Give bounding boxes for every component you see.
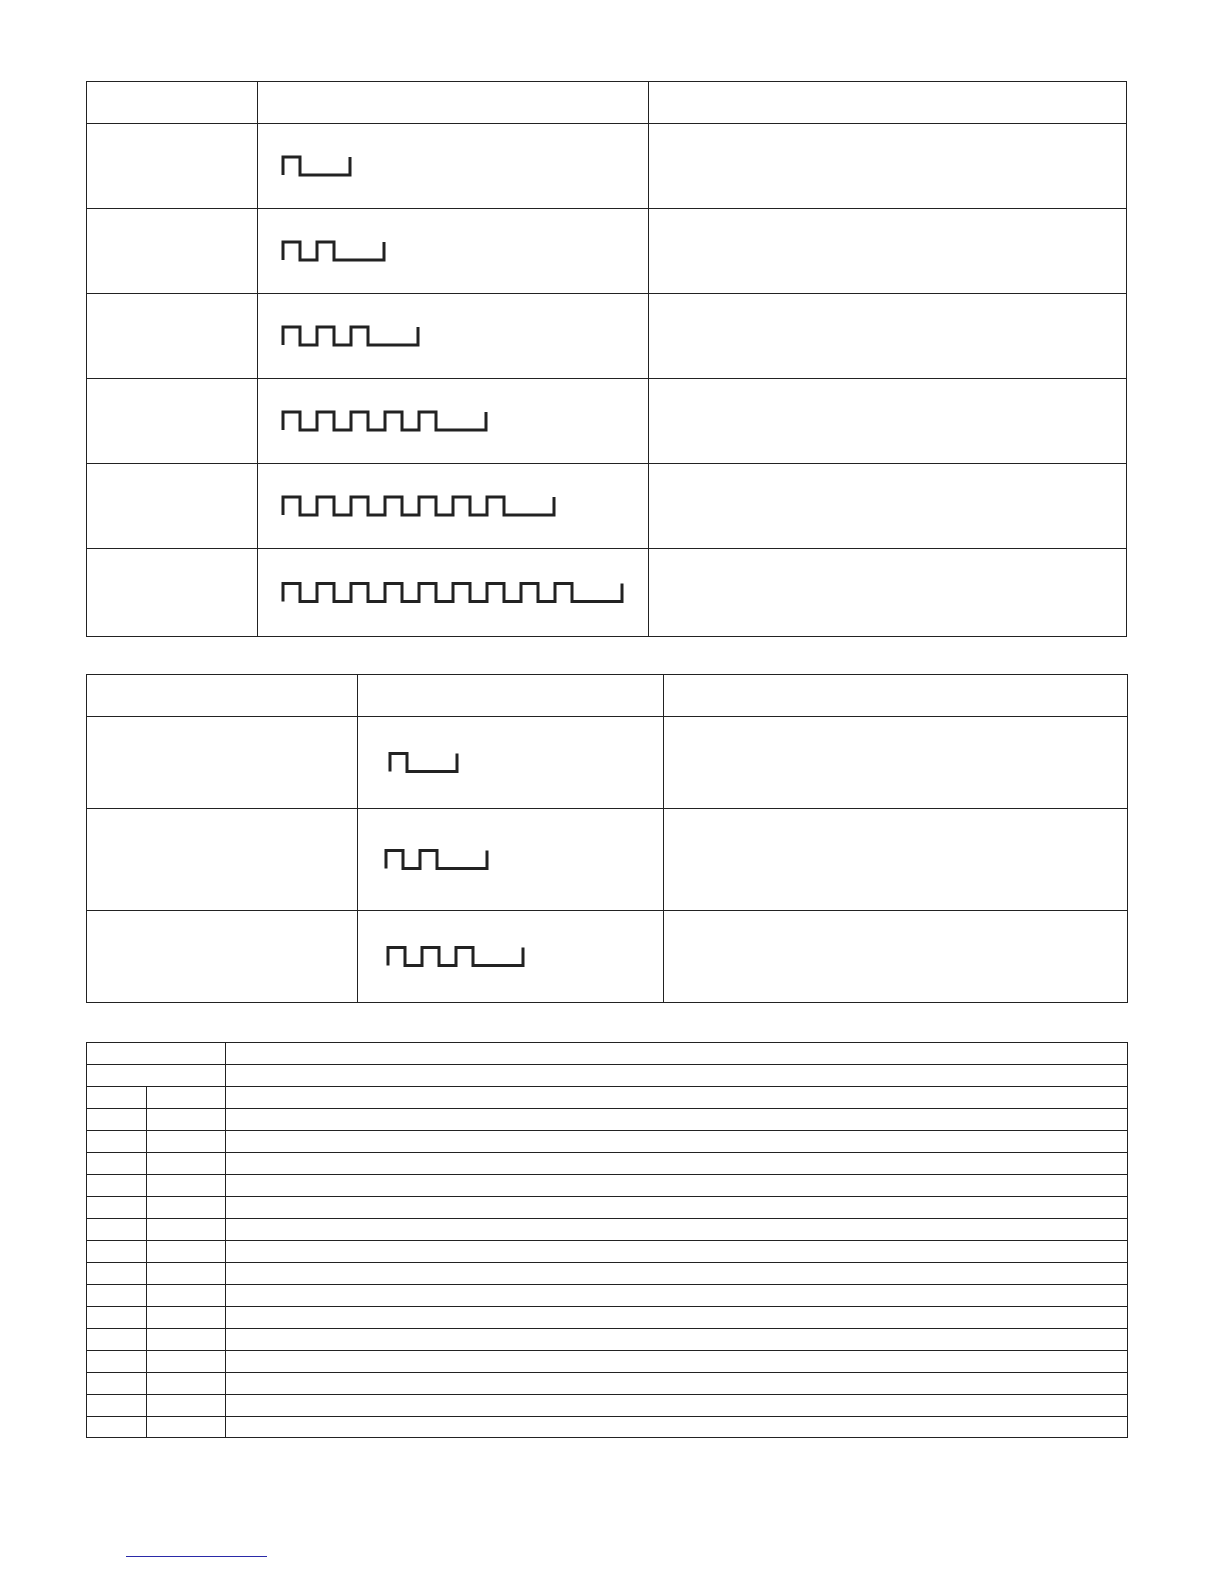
grid-cell <box>147 1329 226 1351</box>
row-label <box>87 809 358 911</box>
grid-cell <box>226 1417 1128 1438</box>
row-label <box>87 379 258 464</box>
row-label <box>87 549 258 637</box>
grid-cell <box>147 1285 226 1307</box>
grid-cell <box>226 1307 1128 1329</box>
pulse-path <box>386 851 487 869</box>
grid-cell <box>87 1373 147 1395</box>
grid-cell <box>87 1351 147 1373</box>
table-row <box>87 911 1128 1003</box>
table-row <box>87 1087 1128 1109</box>
pulse-waveform <box>258 549 638 636</box>
grid-cell <box>87 1285 147 1307</box>
waveform-cell <box>358 809 664 911</box>
grid-cell <box>226 1329 1128 1351</box>
pulse-waveform <box>358 809 658 910</box>
grid-cell <box>87 1197 147 1219</box>
grid-cell <box>147 1417 226 1438</box>
grid-cell <box>147 1373 226 1395</box>
table-row <box>87 1197 1128 1219</box>
grid-cell <box>87 1219 147 1241</box>
grid-cell <box>87 1263 147 1285</box>
grid-cell <box>87 1065 226 1087</box>
grid-cell <box>147 1131 226 1153</box>
row-description <box>649 209 1127 294</box>
table-row <box>87 1417 1128 1438</box>
table-header-row <box>87 82 1127 124</box>
pulse-waveform <box>258 124 638 208</box>
row-label <box>87 464 258 549</box>
grid-cell <box>147 1087 226 1109</box>
table-row <box>87 1285 1128 1307</box>
grid-cell <box>87 1175 147 1197</box>
grid-cell <box>226 1241 1128 1263</box>
grid-cell <box>87 1307 147 1329</box>
grid-cell <box>226 1153 1128 1175</box>
footer-link-underline[interactable] <box>126 1556 267 1557</box>
grid-cell <box>226 1285 1128 1307</box>
table-header-row <box>87 675 1128 717</box>
waveform-cell <box>258 209 649 294</box>
pulse-path <box>283 412 486 430</box>
table-row <box>87 809 1128 911</box>
pulse-waveform <box>258 464 638 548</box>
pulse-path <box>283 242 384 260</box>
grid-cell <box>87 1395 147 1417</box>
table-row <box>87 1241 1128 1263</box>
grid-cell <box>147 1263 226 1285</box>
table-row <box>87 1153 1128 1175</box>
pulse-waveform <box>258 294 638 378</box>
header-cell <box>258 82 649 124</box>
table-row <box>87 1395 1128 1417</box>
grid-cell <box>226 1109 1128 1131</box>
table-row <box>87 1065 1128 1087</box>
row-description <box>649 464 1127 549</box>
grid-cell <box>226 1043 1128 1065</box>
pulse-waveform <box>258 209 638 293</box>
table-row <box>87 124 1127 209</box>
grid-cell <box>87 1153 147 1175</box>
waveform-cell <box>258 379 649 464</box>
header-cell <box>87 675 358 717</box>
grid-cell <box>226 1351 1128 1373</box>
grid-cell <box>87 1417 147 1438</box>
header-cell <box>664 675 1128 717</box>
pulse-path <box>283 584 622 602</box>
pulse-waveform <box>358 911 658 1002</box>
data-grid-table <box>86 1042 1128 1438</box>
table-row <box>87 1329 1128 1351</box>
table-row <box>87 1175 1128 1197</box>
header-cell <box>358 675 664 717</box>
grid-cell <box>147 1109 226 1131</box>
grid-cell <box>226 1263 1128 1285</box>
table-row <box>87 717 1128 809</box>
grid-cell <box>147 1197 226 1219</box>
grid-cell <box>147 1175 226 1197</box>
pulse-path <box>283 327 418 345</box>
pulse-pattern-table-1 <box>86 81 1127 637</box>
waveform-cell <box>258 464 649 549</box>
pulse-path <box>390 754 457 772</box>
pulse-path <box>283 157 350 175</box>
grid-cell <box>226 1065 1128 1087</box>
grid-cell <box>147 1307 226 1329</box>
grid-cell <box>87 1329 147 1351</box>
table-row <box>87 294 1127 379</box>
table-row <box>87 1131 1128 1153</box>
grid-cell <box>226 1395 1128 1417</box>
header-cell <box>649 82 1127 124</box>
grid-cell <box>147 1395 226 1417</box>
grid-cell <box>147 1351 226 1373</box>
row-description <box>664 809 1128 911</box>
waveform-cell <box>358 911 664 1003</box>
grid-cell <box>87 1043 226 1065</box>
pulse-waveform <box>358 717 658 808</box>
grid-cell <box>226 1131 1128 1153</box>
table-row <box>87 1109 1128 1131</box>
pulse-pattern-table-2 <box>86 674 1128 1003</box>
row-description <box>649 294 1127 379</box>
table-row <box>87 1307 1128 1329</box>
table-row <box>87 1219 1128 1241</box>
header-cell <box>87 82 258 124</box>
row-description <box>664 717 1128 809</box>
row-description <box>664 911 1128 1003</box>
grid-cell <box>226 1087 1128 1109</box>
row-label <box>87 209 258 294</box>
grid-cell <box>226 1175 1128 1197</box>
waveform-cell <box>258 124 649 209</box>
grid-cell <box>226 1219 1128 1241</box>
table-row <box>87 379 1127 464</box>
table-row <box>87 464 1127 549</box>
table-row <box>87 549 1127 637</box>
row-label <box>87 911 358 1003</box>
grid-cell <box>147 1153 226 1175</box>
row-description <box>649 379 1127 464</box>
waveform-cell <box>358 717 664 809</box>
grid-cell <box>87 1131 147 1153</box>
pulse-path <box>388 948 523 966</box>
pulse-waveform <box>258 379 638 463</box>
row-label <box>87 294 258 379</box>
grid-cell <box>226 1373 1128 1395</box>
grid-cell <box>147 1219 226 1241</box>
table-row <box>87 1373 1128 1395</box>
table-row <box>87 209 1127 294</box>
grid-cell <box>87 1109 147 1131</box>
pulse-path <box>283 497 554 515</box>
grid-cell <box>226 1197 1128 1219</box>
waveform-cell <box>258 294 649 379</box>
table-row <box>87 1263 1128 1285</box>
row-description <box>649 549 1127 637</box>
waveform-cell <box>258 549 649 637</box>
row-label <box>87 124 258 209</box>
row-label <box>87 717 358 809</box>
grid-cell <box>87 1241 147 1263</box>
table-row <box>87 1351 1128 1373</box>
grid-cell <box>147 1241 226 1263</box>
grid-cell <box>87 1087 147 1109</box>
row-description <box>649 124 1127 209</box>
table-row <box>87 1043 1128 1065</box>
